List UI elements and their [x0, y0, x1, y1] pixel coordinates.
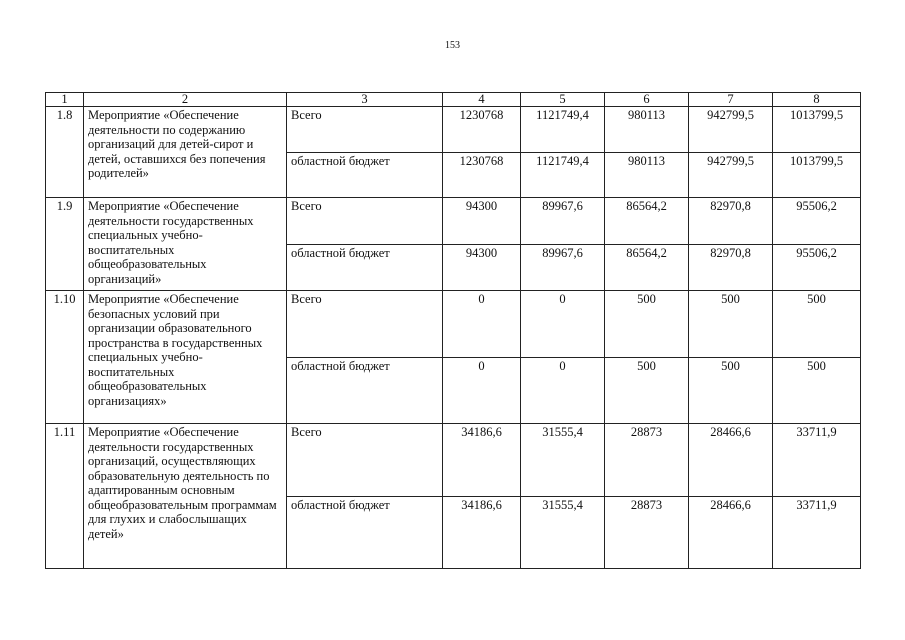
value-cell: 1013799,5 — [773, 107, 861, 153]
value-cell: 28466,6 — [689, 496, 773, 569]
measure-name: Мероприятие «Обеспечение безопасных условий при организации образовательного пространства в государственных специальных учебно-воспитательных общеобразовательных организациях» — [84, 291, 287, 424]
value-cell: 0 — [443, 291, 521, 358]
header-cell: 5 — [521, 93, 605, 107]
value-cell: 34186,6 — [443, 424, 521, 497]
page-number: 153 — [445, 40, 460, 51]
value-cell: 28873 — [605, 496, 689, 569]
value-cell: 89967,6 — [521, 198, 605, 245]
value-cell: 1230768 — [443, 107, 521, 153]
funding-label: Всего — [287, 107, 443, 153]
funding-label: областной бюджет — [287, 152, 443, 198]
budget-table — [45, 92, 861, 569]
value-cell: 500 — [689, 357, 773, 424]
funding-label: областной бюджет — [287, 357, 443, 424]
value-cell: 33711,9 — [773, 424, 861, 497]
value-cell: 1013799,5 — [773, 152, 861, 198]
value-cell: 500 — [773, 357, 861, 424]
value-cell: 86564,2 — [605, 244, 689, 291]
value-cell: 500 — [605, 291, 689, 358]
value-cell: 86564,2 — [605, 198, 689, 245]
value-cell: 980113 — [605, 152, 689, 198]
header-cell: 6 — [605, 93, 689, 107]
measure-name: Мероприятие «Обеспечение деятельности по содержанию организаций для детей-сирот и детей, оставшихся без попечения родителей» — [84, 107, 287, 198]
value-cell: 94300 — [443, 244, 521, 291]
value-cell: 94300 — [443, 198, 521, 245]
header-cell: 2 — [84, 93, 287, 107]
value-cell: 95506,2 — [773, 198, 861, 245]
value-cell: 980113 — [605, 107, 689, 153]
row-number: 1.10 — [46, 291, 84, 424]
header-cell: 3 — [287, 93, 443, 107]
value-cell: 31555,4 — [521, 424, 605, 497]
header-cell: 4 — [443, 93, 521, 107]
table-row — [46, 198, 861, 245]
measure-name: Мероприятие «Обеспечение деятельности государственных организаций, осуществляющих образовательную деятельность по адаптированным основным общеобразовательным программам для глухих и слабослышащих детей» — [84, 424, 287, 569]
value-cell: 82970,8 — [689, 198, 773, 245]
value-cell: 1121749,4 — [521, 107, 605, 153]
value-cell: 500 — [689, 291, 773, 358]
table-row — [46, 424, 861, 497]
row-number: 1.11 — [46, 424, 84, 569]
value-cell: 34186,6 — [443, 496, 521, 569]
table-row — [46, 107, 861, 153]
value-cell: 942799,5 — [689, 107, 773, 153]
header-row — [46, 93, 861, 107]
value-cell: 0 — [443, 357, 521, 424]
funding-label: Всего — [287, 291, 443, 358]
header-cell: 7 — [689, 93, 773, 107]
funding-label: Всего — [287, 198, 443, 245]
value-cell: 28466,6 — [689, 424, 773, 497]
value-cell: 500 — [605, 357, 689, 424]
value-cell: 82970,8 — [689, 244, 773, 291]
funding-label: Всего — [287, 424, 443, 497]
value-cell: 95506,2 — [773, 244, 861, 291]
value-cell: 89967,6 — [521, 244, 605, 291]
value-cell: 33711,9 — [773, 496, 861, 569]
value-cell: 31555,4 — [521, 496, 605, 569]
funding-label: областной бюджет — [287, 244, 443, 291]
row-number: 1.8 — [46, 107, 84, 198]
value-cell: 1121749,4 — [521, 152, 605, 198]
funding-label: областной бюджет — [287, 496, 443, 569]
header-cell: 1 — [46, 93, 84, 107]
measure-name: Мероприятие «Обеспечение деятельности государственных специальных учебно-воспитательных общеобразовательных организаций» — [84, 198, 287, 291]
value-cell: 500 — [773, 291, 861, 358]
value-cell: 1230768 — [443, 152, 521, 198]
table-row — [46, 291, 861, 358]
value-cell: 0 — [521, 357, 605, 424]
value-cell: 0 — [521, 291, 605, 358]
value-cell: 28873 — [605, 424, 689, 497]
header-cell: 8 — [773, 93, 861, 107]
row-number: 1.9 — [46, 198, 84, 291]
value-cell: 942799,5 — [689, 152, 773, 198]
